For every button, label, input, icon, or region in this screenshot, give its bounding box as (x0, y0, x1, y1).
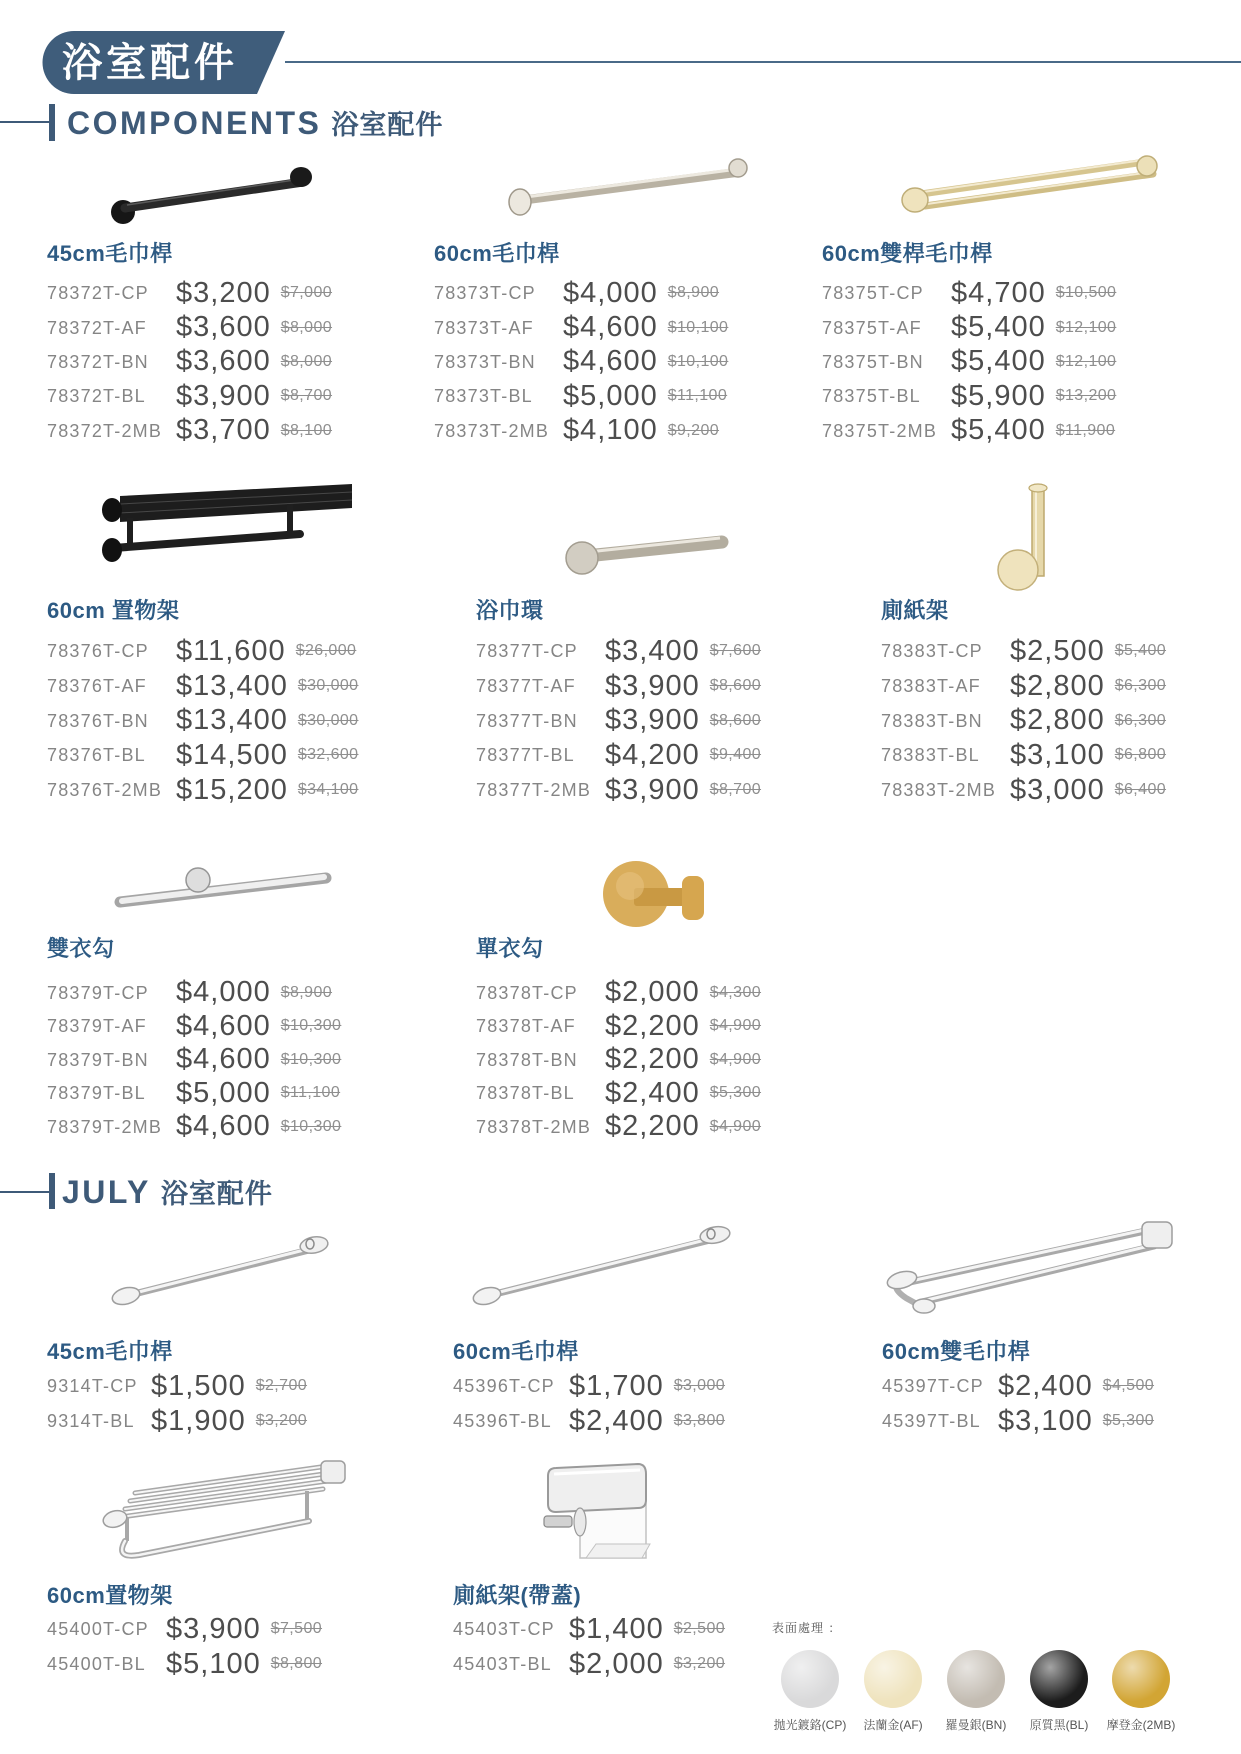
model-code: 78373T-2MB (434, 420, 550, 441)
model-code: 78378T-AF (476, 1016, 576, 1037)
sale-price: $4,600 (176, 1043, 271, 1076)
finish-swatch-bl (1030, 1650, 1088, 1708)
price-row (47, 976, 341, 1010)
section-title-zh: 浴室配件 (331, 110, 444, 140)
model-code: 78372T-AF (47, 317, 147, 338)
model-code: 78376T-AF (47, 676, 147, 697)
model-code: 78376T-2MB (47, 780, 163, 801)
price-row (47, 634, 358, 669)
price-row (434, 379, 728, 413)
product-name: 60cm雙桿毛巾桿 (822, 241, 993, 266)
original-price: $4,900 (709, 1017, 762, 1035)
price-row (47, 1404, 307, 1439)
price-row (47, 1369, 307, 1404)
original-price: $6,800 (1114, 746, 1167, 764)
model-code: 9314T-CP (47, 1376, 138, 1397)
model-code: 78378T-BL (476, 1083, 575, 1104)
finish-swatch-bn (947, 1650, 1005, 1708)
original-price: $8,600 (709, 711, 762, 729)
model-code: 78383T-BL (881, 745, 980, 766)
sale-price: $2,800 (1010, 669, 1105, 702)
price-row (476, 1077, 761, 1111)
shelf-60cm-chrome-image (95, 1455, 351, 1565)
price-row (434, 310, 728, 344)
shelf-60cm-black-image (100, 478, 358, 573)
price-list (881, 634, 1166, 807)
price-row (453, 1647, 725, 1682)
price-row (476, 703, 761, 738)
original-price: $26,000 (295, 642, 357, 660)
product-name: 雙衣勾 (47, 936, 115, 961)
sale-price: $2,800 (1010, 704, 1105, 737)
original-price: $8,000 (280, 318, 333, 336)
model-code: 78375T-BL (822, 386, 921, 407)
finish-swatch-cp (781, 1650, 839, 1708)
model-code: 78376T-BN (47, 710, 149, 731)
original-price: $13,200 (1055, 387, 1117, 405)
sale-price: $5,900 (951, 379, 1046, 412)
model-code: 45397T-CP (882, 1376, 984, 1397)
original-price: $30,000 (297, 677, 359, 695)
product-towel-ring (476, 600, 761, 807)
price-row (881, 634, 1166, 669)
product-name: 廁紙架 (881, 598, 949, 623)
original-price: $10,300 (280, 1017, 342, 1035)
price-row (822, 379, 1116, 413)
section-heading-july (62, 1172, 273, 1212)
original-price: $8,700 (280, 387, 333, 405)
single-robe-hook-gold-image (600, 854, 710, 930)
sale-price: $1,900 (151, 1404, 246, 1437)
finish-label-cp: 拋光鍍鉻(CP) (773, 1718, 847, 1732)
sale-price: $2,000 (569, 1647, 664, 1680)
price-list (476, 976, 761, 1144)
model-code: 78378T-CP (476, 982, 578, 1003)
original-price: $12,100 (1055, 318, 1117, 336)
original-price: $3,800 (673, 1412, 726, 1430)
sale-price: $3,400 (605, 634, 700, 667)
original-price: $2,700 (255, 1377, 308, 1395)
model-code: 78379T-BN (47, 1049, 149, 1070)
price-row (476, 738, 761, 773)
price-list (434, 276, 728, 448)
price-row (47, 310, 332, 344)
price-row (47, 669, 358, 704)
product-shelf-60cm (47, 600, 358, 807)
model-code: 78383T-BN (881, 710, 983, 731)
towel-bar-60cm-chrome-image (465, 1220, 745, 1315)
model-code: 78383T-AF (881, 676, 981, 697)
sale-price: $5,000 (563, 379, 658, 412)
product-name: 45cm毛巾桿 (47, 1339, 173, 1364)
model-code: 45400T-BL (47, 1654, 146, 1675)
towel-bar-45cm-chrome-image (104, 1230, 342, 1315)
price-list (453, 1369, 725, 1438)
original-price: $5,300 (709, 1084, 762, 1102)
model-code: 78378T-2MB (476, 1116, 592, 1137)
original-price: $7,000 (280, 284, 333, 302)
double-towel-bar-60cm-gold-image (895, 150, 1165, 222)
sale-price: $3,200 (176, 276, 271, 309)
product-name: 45cm毛巾桿 (47, 241, 173, 266)
model-code: 78379T-CP (47, 982, 149, 1003)
model-code: 45403T-CP (453, 1619, 555, 1640)
original-price: $10,300 (280, 1050, 342, 1068)
product-name: 60cm毛巾桿 (453, 1339, 579, 1364)
original-price: $11,100 (667, 387, 728, 405)
sale-price: $13,400 (176, 704, 288, 737)
price-row (822, 414, 1116, 448)
original-price: $8,700 (709, 781, 762, 799)
product-name: 60cm 置物架 (47, 598, 180, 623)
sale-price: $4,600 (176, 1009, 271, 1042)
finish-label-bn: 羅曼銀(BN) (945, 1718, 1007, 1732)
product-towel-bar-60cm (434, 243, 728, 448)
model-code: 78383T-CP (881, 641, 983, 662)
original-price: $34,100 (297, 781, 359, 799)
original-price: $10,300 (280, 1117, 342, 1135)
model-code: 78377T-CP (476, 641, 578, 662)
sale-price: $14,500 (176, 738, 288, 771)
original-price: $32,600 (297, 746, 359, 764)
product-name: 60cm毛巾桿 (434, 241, 560, 266)
original-price: $10,100 (667, 352, 729, 370)
model-code: 78372T-BL (47, 386, 146, 407)
price-row (881, 738, 1166, 773)
model-code: 78372T-2MB (47, 420, 163, 441)
price-row (822, 345, 1116, 379)
sale-price: $2,000 (605, 976, 700, 1009)
model-code: 78377T-2MB (476, 780, 592, 801)
model-code: 78372T-BN (47, 351, 149, 372)
model-code: 78383T-2MB (881, 780, 997, 801)
model-code: 45403T-BL (453, 1654, 552, 1675)
price-row (434, 276, 728, 310)
original-price: $8,100 (280, 421, 333, 439)
sale-price: $1,500 (151, 1369, 246, 1402)
price-row (47, 703, 358, 738)
price-row (881, 703, 1166, 738)
finish-label-2mb: 摩登金(2MB) (1106, 1718, 1176, 1732)
price-row (47, 1010, 341, 1044)
toilet-paper-holder-gold-image (996, 480, 1078, 595)
original-price: $8,900 (667, 284, 720, 302)
sale-price: $4,700 (951, 276, 1046, 309)
product-name: 60cm置物架 (47, 1583, 173, 1608)
original-price: $3,000 (673, 1377, 726, 1395)
product-toilet-paper-holder (881, 600, 1166, 807)
original-price: $3,200 (255, 1412, 308, 1430)
model-code: 78375T-2MB (822, 420, 938, 441)
price-row (881, 669, 1166, 704)
original-price: $6,400 (1114, 781, 1167, 799)
towel-ring-nickel-image (562, 526, 737, 581)
sale-price: $5,100 (166, 1647, 261, 1680)
original-price: $8,900 (280, 983, 333, 1001)
model-code: 78373T-BL (434, 386, 533, 407)
sale-price: $5,000 (176, 1076, 271, 1109)
page-title: 浴室配件 (62, 41, 238, 85)
model-code: 78373T-AF (434, 317, 534, 338)
product-double-robe-hook (47, 938, 341, 1144)
price-row (47, 345, 332, 379)
section-title-zh: 浴室配件 (160, 1179, 273, 1209)
price-row (476, 1110, 761, 1144)
price-row (822, 310, 1116, 344)
model-code: 45396T-CP (453, 1376, 555, 1397)
sale-price: $13,400 (176, 669, 288, 702)
price-row (434, 414, 728, 448)
price-row (882, 1369, 1154, 1404)
towel-bar-45cm-black-image (105, 160, 330, 230)
price-row (434, 345, 728, 379)
sale-price: $2,500 (1010, 634, 1105, 667)
price-row (822, 276, 1116, 310)
price-row (476, 773, 761, 808)
product-double-towel-bar-60cm (822, 243, 1116, 448)
price-list (476, 634, 761, 807)
original-price: $30,000 (297, 711, 359, 729)
model-code: 78377T-BN (476, 710, 578, 731)
sale-price: $2,400 (569, 1404, 664, 1437)
original-price: $8,600 (709, 677, 762, 695)
model-code: 78377T-BL (476, 745, 575, 766)
original-price: $4,900 (709, 1050, 762, 1068)
sale-price: $2,200 (605, 1043, 700, 1076)
price-row (47, 1110, 341, 1144)
original-price: $11,900 (1055, 421, 1116, 439)
sale-price: $3,100 (998, 1404, 1093, 1437)
price-row (881, 773, 1166, 808)
sale-price: $4,100 (563, 414, 658, 447)
price-row (47, 379, 332, 413)
sale-price: $4,200 (605, 738, 700, 771)
finish-label-af: 法蘭金(AF) (863, 1718, 923, 1732)
finish-legend-label: 表面處理 ： (772, 1621, 842, 1635)
original-price: $5,300 (1102, 1412, 1155, 1430)
price-row (47, 1077, 341, 1111)
price-row (882, 1404, 1154, 1439)
model-code: 78379T-2MB (47, 1116, 163, 1137)
sale-price: $5,400 (951, 311, 1046, 344)
product-name: 單衣勾 (476, 936, 544, 961)
price-row (47, 1612, 322, 1647)
model-code: 78379T-AF (47, 1016, 147, 1037)
original-price: $8,000 (280, 352, 333, 370)
price-list (882, 1369, 1154, 1438)
original-price: $4,300 (709, 983, 762, 1001)
sale-price: $3,700 (176, 414, 271, 447)
sale-price: $5,400 (951, 345, 1046, 378)
model-code: 78373T-BN (434, 351, 536, 372)
model-code: 45400T-CP (47, 1619, 149, 1640)
product-towel-bar-45cm (47, 243, 332, 448)
model-code: 45396T-BL (453, 1411, 552, 1432)
price-row (476, 976, 761, 1010)
finish-swatch-af (864, 1650, 922, 1708)
original-price: $6,300 (1114, 677, 1167, 695)
price-row (476, 1043, 761, 1077)
sale-price: $1,700 (569, 1369, 664, 1402)
towel-bar-60cm-nickel-image (500, 152, 755, 222)
sale-price: $2,200 (605, 1009, 700, 1042)
product-july-towel-bar-60cm (453, 1341, 725, 1438)
price-row (476, 669, 761, 704)
model-code: 78376T-CP (47, 641, 149, 662)
model-code: 78375T-AF (822, 317, 922, 338)
price-row (476, 634, 761, 669)
price-list (47, 276, 332, 448)
sale-price: $3,900 (176, 379, 271, 412)
original-price: $4,500 (1102, 1377, 1155, 1395)
model-code: 78379T-BL (47, 1083, 146, 1104)
toilet-paper-holder-cover-chrome-image (542, 1460, 656, 1568)
double-robe-hook-chrome-image (110, 856, 335, 914)
price-row (476, 1010, 761, 1044)
original-price: $5,400 (1114, 642, 1167, 660)
price-list (47, 1612, 322, 1681)
product-single-robe-hook (476, 938, 761, 1144)
model-code: 45397T-BL (882, 1411, 981, 1432)
original-price: $2,500 (673, 1620, 726, 1638)
model-code: 9314T-BL (47, 1411, 135, 1432)
model-code: 78375T-CP (822, 283, 924, 304)
price-list (47, 976, 341, 1144)
product-july-double-towel-bar-60cm (882, 1341, 1154, 1438)
sale-price: $11,600 (176, 634, 286, 667)
original-price: $8,800 (270, 1655, 323, 1673)
product-july-shelf-60cm (47, 1585, 322, 1681)
double-towel-bar-60cm-chrome-image (880, 1212, 1180, 1318)
sale-price: $4,600 (563, 311, 658, 344)
sale-price: $5,400 (951, 414, 1046, 447)
original-price: $6,300 (1114, 711, 1167, 729)
section-heading-components (67, 103, 443, 143)
price-row (47, 1647, 322, 1682)
product-name: 60cm雙毛巾桿 (882, 1339, 1031, 1364)
sale-price: $4,600 (563, 345, 658, 378)
original-price: $4,900 (709, 1117, 762, 1135)
price-row (47, 738, 358, 773)
finish-label-bl: 原質黑(BL) (1029, 1718, 1089, 1732)
price-row (47, 414, 332, 448)
price-row (453, 1612, 725, 1647)
original-price: $9,200 (667, 421, 720, 439)
model-code: 78378T-BN (476, 1049, 578, 1070)
sale-price: $3,900 (605, 704, 700, 737)
original-price: $12,100 (1055, 352, 1117, 370)
sale-price: $4,600 (176, 1110, 271, 1143)
model-code: 78375T-BN (822, 351, 924, 372)
model-code: 78373T-CP (434, 283, 536, 304)
sale-price: $4,000 (176, 976, 271, 1009)
model-code: 78377T-AF (476, 676, 576, 697)
price-row (453, 1369, 725, 1404)
sale-price: $15,200 (176, 773, 288, 806)
finish-swatch-2mb (1112, 1650, 1170, 1708)
sale-price: $4,000 (563, 276, 658, 309)
original-price: $11,100 (280, 1084, 341, 1102)
price-row (47, 773, 358, 808)
sale-price: $3,900 (605, 669, 700, 702)
sale-price: $3,600 (176, 311, 271, 344)
original-price: $10,100 (667, 318, 729, 336)
sale-price: $1,400 (569, 1612, 664, 1645)
section-title-en: JULY (62, 1174, 151, 1210)
section-marker (49, 1173, 55, 1209)
original-price: $9,400 (709, 746, 762, 764)
price-row (47, 1043, 341, 1077)
price-list (47, 634, 358, 807)
product-july-towel-bar-45cm (47, 1341, 307, 1438)
product-july-toilet-paper-holder-cover (453, 1585, 725, 1681)
sale-price: $2,400 (605, 1076, 700, 1109)
model-code: 78372T-CP (47, 283, 149, 304)
sale-price: $2,400 (998, 1369, 1093, 1402)
price-list (822, 276, 1116, 448)
original-price: $3,200 (673, 1655, 726, 1673)
original-price: $7,500 (270, 1620, 323, 1638)
sale-price: $3,900 (166, 1612, 261, 1645)
sale-price: $3,000 (1010, 773, 1105, 806)
product-name: 浴巾環 (476, 598, 544, 623)
price-list (47, 1369, 307, 1438)
sale-price: $3,100 (1010, 738, 1105, 771)
price-row (453, 1404, 725, 1439)
price-row (47, 276, 332, 310)
sale-price: $2,200 (605, 1110, 700, 1143)
section-marker (49, 104, 55, 141)
original-price: $10,500 (1055, 284, 1117, 302)
original-price: $7,600 (709, 642, 762, 660)
product-name: 廁紙架(帶蓋) (453, 1583, 582, 1608)
sale-price: $3,600 (176, 345, 271, 378)
price-list (453, 1612, 725, 1681)
section-title-en: COMPONENTS (67, 105, 322, 141)
model-code: 78376T-BL (47, 745, 146, 766)
sale-price: $3,900 (605, 773, 700, 806)
